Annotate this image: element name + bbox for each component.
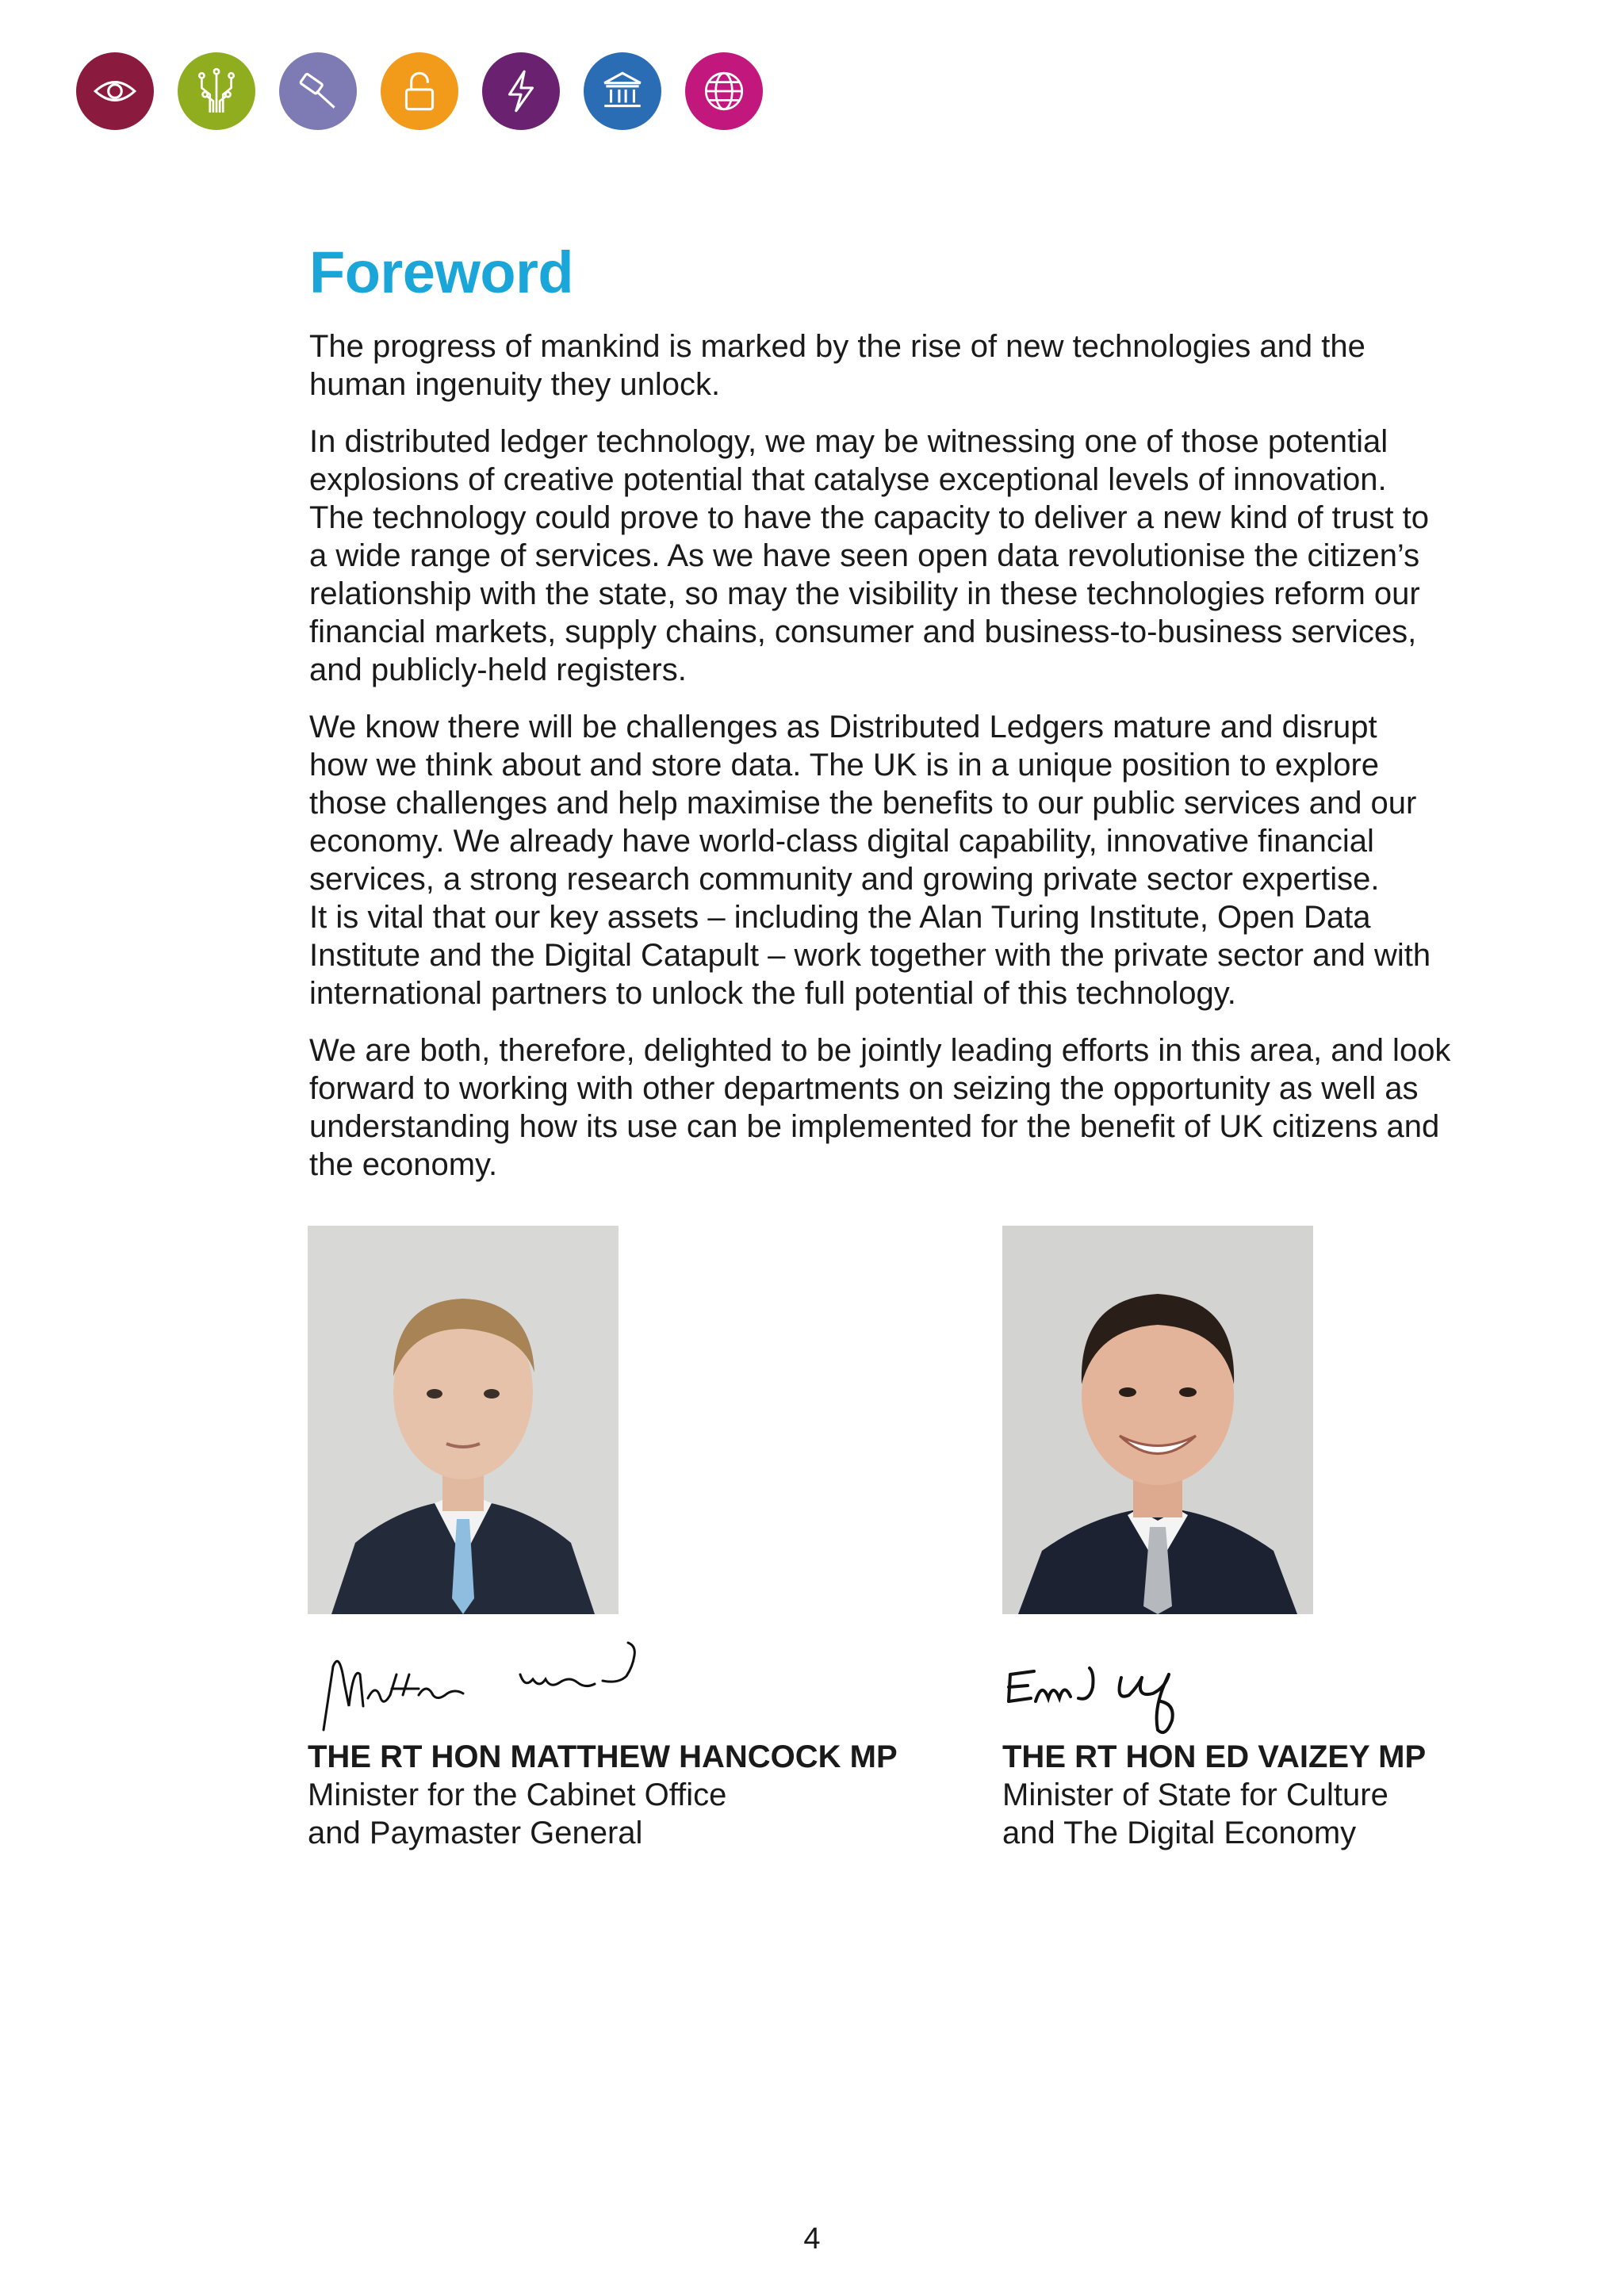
signatory-hancock bbox=[308, 1226, 958, 1852]
signatory-role: Minister of State for Culture bbox=[1002, 1777, 1388, 1812]
text-line: In distributed ledger technology, we may be witnessing one of those potential bbox=[309, 423, 1388, 459]
foreword-paragraph bbox=[309, 708, 1483, 1012]
lightning-icon bbox=[482, 52, 560, 130]
institution-icon bbox=[584, 52, 661, 130]
circuit-icon bbox=[178, 52, 255, 130]
text-line: We are both, therefore, delighted to be jointly leading efforts in this area, and look bbox=[309, 1032, 1451, 1068]
portrait-photo bbox=[1002, 1226, 1313, 1614]
gavel-icon bbox=[279, 52, 357, 130]
foreword-paragraph bbox=[309, 1031, 1483, 1184]
text-line: a wide range of services. As we have seen open data revolutionise the citizen’s bbox=[309, 538, 1420, 573]
text-line: relationship with the state, so may the visibility in these technologies reform our bbox=[309, 576, 1420, 611]
signatory-vaizey bbox=[1002, 1226, 1624, 1852]
text-line: services, a strong research community and growing private sector expertise. bbox=[309, 861, 1380, 897]
category-icon-row bbox=[76, 52, 763, 130]
signatory-role: and The Digital Economy bbox=[1002, 1816, 1357, 1850]
eye-icon bbox=[76, 52, 154, 130]
foreword-paragraph bbox=[309, 423, 1483, 689]
signature-vaizey bbox=[1002, 1619, 1446, 1738]
portrait-photo bbox=[308, 1226, 619, 1614]
text-line: the economy. bbox=[309, 1146, 498, 1182]
signatory-name: THE RT HON MATTHEW HANCOCK MP bbox=[308, 1739, 898, 1774]
padlock-icon bbox=[381, 52, 458, 130]
signatory-name: THE RT HON ED VAIZEY MP bbox=[1002, 1739, 1427, 1774]
text-line: human ingenuity they unlock. bbox=[309, 366, 721, 402]
text-line: We know there will be challenges as Distributed Ledgers mature and disrupt bbox=[309, 709, 1377, 744]
text-line: those challenges and help maximise the benefits to our public services and our bbox=[309, 785, 1417, 821]
text-line: international partners to unlock the full potential of this technology. bbox=[309, 975, 1236, 1011]
text-line: understanding how its use can be implemented for the benefit of UK citizens and bbox=[309, 1108, 1440, 1144]
text-line: financial markets, supply chains, consumer and business-to-business services, bbox=[309, 614, 1417, 649]
page-title: Foreword bbox=[309, 239, 574, 305]
signatory-role: and Paymaster General bbox=[308, 1816, 643, 1850]
text-line: how we think about and store data. The UK is in a unique position to explore bbox=[309, 747, 1380, 783]
text-line: The progress of mankind is marked by the rise of new technologies and the bbox=[309, 328, 1365, 364]
text-line: economy. We already have world-class digital capability, innovative financial bbox=[309, 823, 1374, 859]
signatory-role: Minister for the Cabinet Office bbox=[308, 1777, 727, 1812]
text-line: forward to working with other departments on seizing the opportunity as well as bbox=[309, 1070, 1419, 1106]
foreword-section bbox=[309, 238, 1483, 1203]
text-line: It is vital that our key assets – including the Alan Turing Institute, Open Data bbox=[309, 899, 1371, 935]
text-line: The technology could prove to have the capacity to deliver a new kind of trust to bbox=[309, 499, 1429, 535]
text-line: explosions of creative potential that catalyse exceptional levels of innovation. bbox=[309, 461, 1387, 497]
text-line: Institute and the Digital Catapult – work together with the private sector and with bbox=[309, 937, 1431, 973]
page-number: 4 bbox=[803, 2222, 821, 2256]
signature-hancock bbox=[308, 1619, 752, 1738]
foreword-paragraph bbox=[309, 327, 1483, 404]
text-line: and publicly-held registers. bbox=[309, 652, 687, 687]
globe-icon bbox=[685, 52, 763, 130]
